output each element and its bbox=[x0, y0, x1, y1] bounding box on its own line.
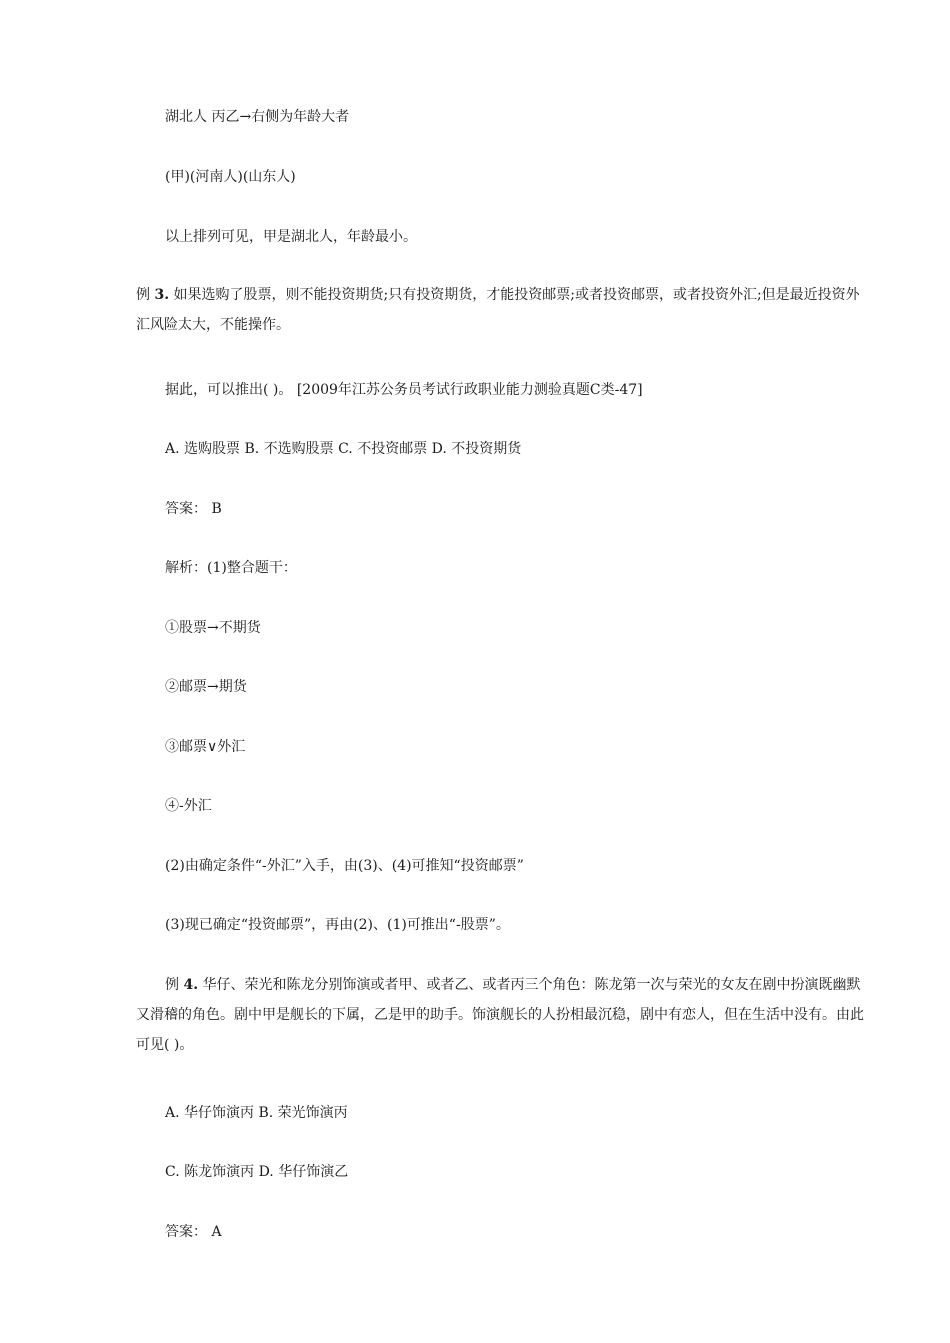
condition-4: ④-外汇 bbox=[165, 798, 212, 814]
options-line: A. 选购股票 B. 不选购股票 C. 不投资邮票 D. 不投资期货 bbox=[165, 441, 522, 457]
analysis-heading: 解析：(1)整合题干： bbox=[165, 560, 297, 576]
text-line: 湖北人 丙乙→右侧为年龄大者 bbox=[165, 109, 350, 125]
example-text: 华仔、荣光和陈龙分别饰演或者甲、或者乙、或者丙三个角色：陈龙第一次与荣光的女友在剧中扮演既幽默又滑稽的角色。剧中甲是舰长的下属，乙是甲的助手。饰演舰长的人扮相最沉稳，剧中有恋人，但在生活中没有。由此可见( )。 bbox=[136, 977, 864, 1053]
example-3-paragraph bbox=[136, 280, 872, 340]
answer-line: 答案： A bbox=[165, 1224, 222, 1240]
text-line: (甲)(河南人)(山东人) bbox=[165, 169, 296, 185]
step-3: (3)现已确定“投资邮票”，再由(2)、(1)可推出“-股票”。 bbox=[165, 917, 510, 933]
condition-1: ①股票→不期货 bbox=[165, 620, 261, 636]
step-2: (2)由确定条件“-外汇”入手，由(3)、(4)可推知“投资邮票” bbox=[165, 858, 524, 874]
condition-3: ③邮票∨外汇 bbox=[165, 739, 246, 755]
example-label: 例 bbox=[136, 287, 150, 303]
options-line: A. 华仔饰演丙 B. 荣光饰演丙 bbox=[165, 1105, 348, 1121]
example-4-paragraph bbox=[136, 970, 872, 1060]
example-text: 如果选购了股票，则不能投资期货;只有投资期货，才能投资邮票;或者投资邮票，或者投资外汇;但是最近投资外汇风险太大，不能操作。 bbox=[136, 287, 860, 333]
example-number: 3. bbox=[154, 287, 170, 303]
example-label: 例 bbox=[165, 977, 179, 993]
options-line: C. 陈龙饰演丙 D. 华仔饰演乙 bbox=[165, 1164, 349, 1180]
text-line: 以上排列可见，甲是湖北人，年龄最小。 bbox=[165, 229, 417, 245]
example-number: 4. bbox=[183, 977, 199, 993]
condition-2: ②邮票→期货 bbox=[165, 679, 247, 695]
question-line: 据此，可以推出( )。 [2009年江苏公务员考试行政职业能力测验真题C类-47] bbox=[165, 382, 643, 398]
answer-line: 答案： B bbox=[165, 501, 222, 517]
